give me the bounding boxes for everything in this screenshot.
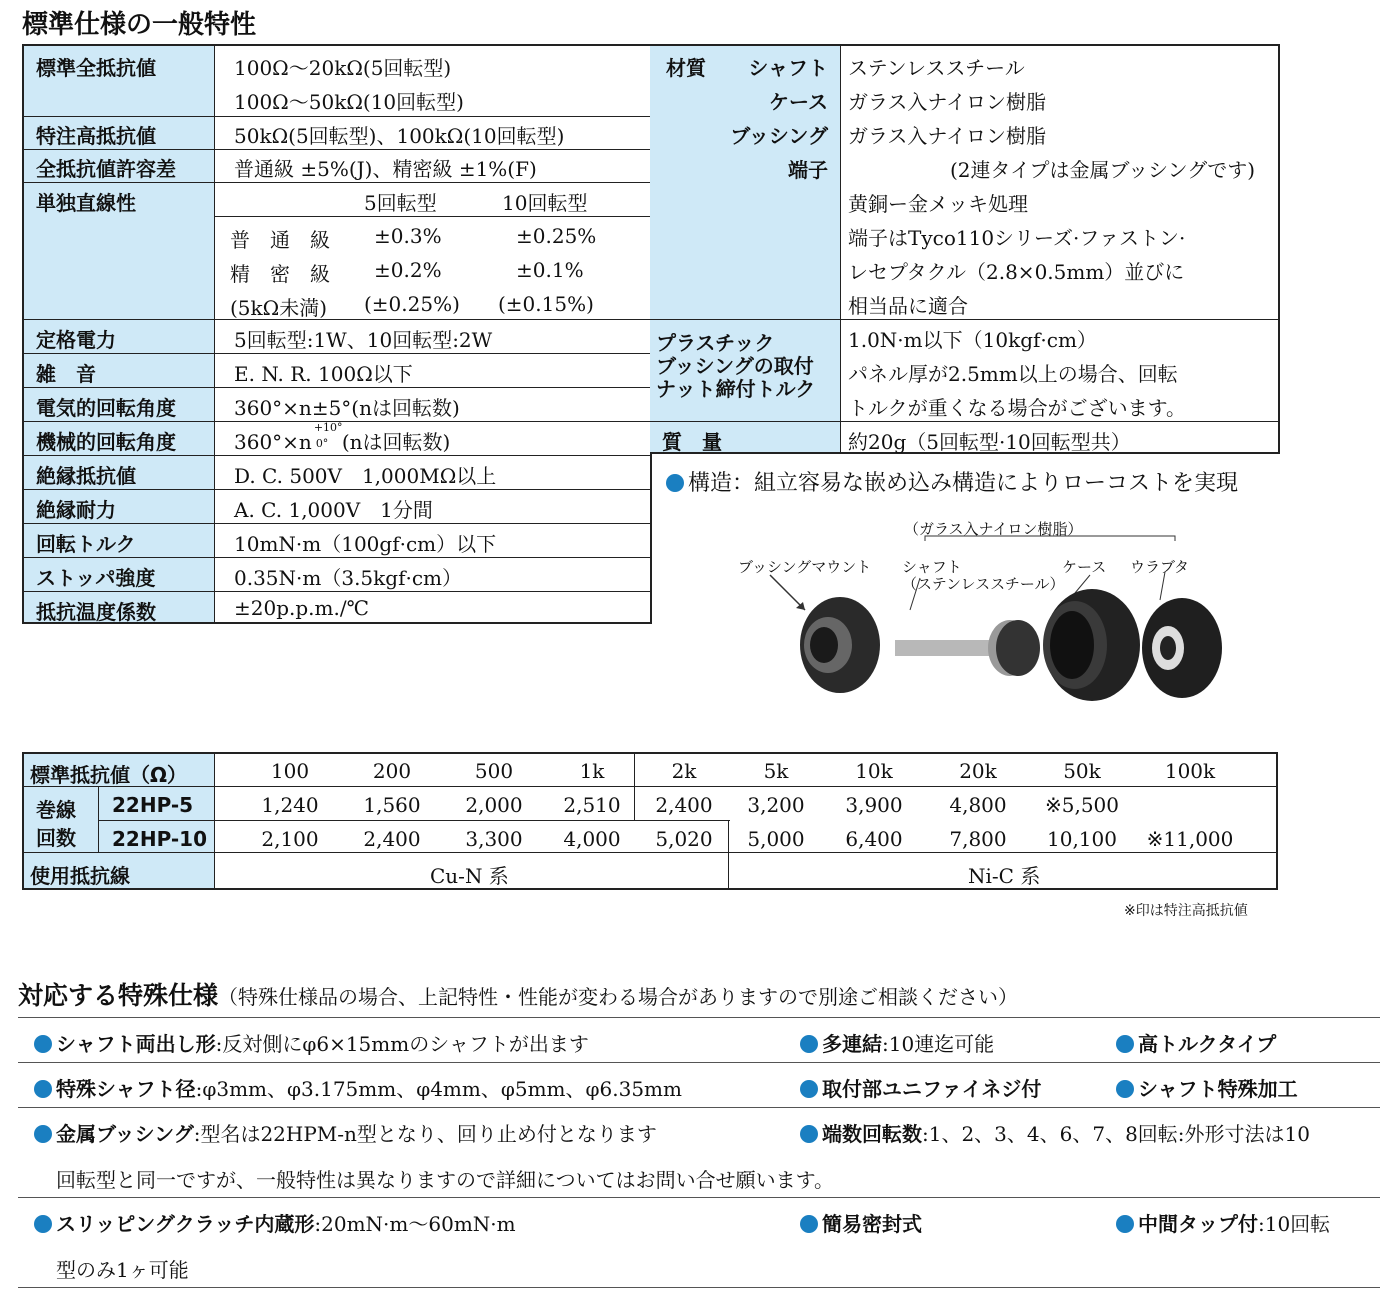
resistance-value-cell: 1k [579,759,605,783]
structure-diagram [700,500,1280,720]
terminal-line: 相当品に適合 [848,294,968,318]
part-label: ケース [1062,558,1107,576]
turns-cell: ※5,500 [1044,793,1119,817]
material-value: ガラス入ナイロン樹脂 [848,124,1046,148]
special-item: シャフト特殊加工 [1116,1073,1298,1102]
material-label: 材質 [666,56,706,80]
spec-label: ストッパ強度 [36,566,156,590]
turns-cell: 1,560 [363,793,421,817]
linearity-header: 10回転型 [502,191,588,215]
spec-label: 電気的回転角度 [36,396,176,420]
resistance-value-cell: 50k [1063,759,1101,783]
spec-value: 普通級 ±5%(J)、精密級 ±1%(F) [234,157,537,181]
turns-cell: 2,100 [261,827,319,851]
spec-label: 絶縁耐力 [36,498,116,522]
wire-left: Cu-N 系 [430,864,509,888]
material-part: ケース [769,90,828,114]
turns-cell: 2,000 [465,793,523,817]
linearity-cell: (5kΩ未満) [230,296,328,320]
special-item: 特殊シャフト径:φ3mm、φ3.175mm、φ4mm、φ5mm、φ6.35mm [34,1073,682,1102]
winding-group-label: 巻線 回数 [36,798,76,850]
linearity-cell: (±0.25%) [364,292,460,316]
spec-label: 定格電力 [36,328,116,352]
linearity-cell: (±0.15%) [498,292,594,316]
part-label: ウラブタ [1130,558,1189,576]
linearity-cell: 精 密 級 [230,262,330,286]
spec-label: 雑 音 [36,362,96,386]
linearity-cell: ±0.2% [374,258,442,282]
linearity-cell: ±0.1% [516,258,584,282]
turns-cell: ※11,000 [1146,827,1234,851]
resistance-value-cell: 5k [763,759,789,783]
special-item: 簡易密封式 [800,1208,922,1237]
right-spec-table [650,44,1280,454]
bullet-icon [34,1035,52,1053]
terminal-line: 端子はTyco110シリーズ·ファストン· [848,226,1186,250]
back-cover-part [1142,598,1222,698]
special-item: 多連結:10連迄可能 [800,1028,994,1057]
part-label: ブッシングマウント [738,558,872,576]
spec-value: E. N. R. 100Ω以下 [234,362,413,386]
spec-value: 100Ω〜50kΩ(10回転型) [234,90,464,114]
resistance-value-cell: 10k [855,759,893,783]
turns-cell: 3,900 [845,793,903,817]
spec-label: 単独直線性 [36,191,136,215]
turns-cell: 6,400 [845,827,903,851]
spec-label: 機械的回転角度 [36,430,176,454]
torque-line: トルクが重くなる場合がございます。 [848,396,1186,420]
special-item: スリッピングクラッチ内蔵形:20mN·m〜60mN·m [34,1208,516,1237]
spec-value: 100Ω〜20kΩ(5回転型) [234,56,452,80]
resistance-value-cell: 2k [671,759,697,783]
special-item: 端数回転数:1、2、3、4、6、7、8回転:外形寸法は10 [800,1118,1310,1147]
bullet-icon [800,1215,818,1233]
terminal-line: レセプタクル（2.8×0.5mm）並びに [848,260,1185,284]
bushing-mount-part [800,597,880,693]
bullet-icon [34,1215,52,1233]
resistance-value-cell: 100k [1164,759,1216,783]
linearity-cell: 普 通 級 [230,228,330,252]
spec-value: 50kΩ(5回転型)、100kΩ(10回転型) [234,124,565,148]
turns-cell: 7,800 [949,827,1007,851]
page-title: 標準仕様の一般特性 [22,10,257,40]
bullet-icon [800,1125,818,1143]
material-value: ステンレススチール [848,56,1025,80]
linearity-cell: ±0.3% [374,224,442,248]
winding-table [22,752,1278,890]
turns-cell: 1,240 [261,793,319,817]
torque-line: 1.0N·m以下（10kgf·cm） [848,328,1097,352]
spec-label: 全抵抗値許容差 [36,157,176,181]
material-part: ブッシング [730,124,828,148]
shaft-part [895,620,1040,676]
turns-cell: 3,200 [747,793,805,817]
bullet-icon [1116,1035,1134,1053]
special-item: 金属ブッシング:型名は22HPM-n型となり、回り止め付となります [34,1118,657,1147]
turns-cell: 5,020 [655,827,713,851]
bullet-icon [34,1125,52,1143]
bullet-icon [800,1080,818,1098]
linearity-header: 5回転型 [364,191,437,215]
spec-value: ±20p.p.m./℃ [234,596,369,620]
footnote: ※印は特注高抵抗値 [1124,903,1248,919]
special-continuation: 型のみ1ヶ可能 [56,1258,189,1282]
torque-label: プラスチック ブッシングの取付 ナット締付トルク [656,331,816,401]
turns-cell: 4,800 [949,793,1007,817]
bullet-icon [1116,1215,1134,1233]
linearity-cell: ±0.25% [516,224,597,248]
resistance-value-cell: 20k [959,759,997,783]
row-label-22hp5: 22HP-5 [112,793,194,817]
special-item: 中間タップ付:10回転 [1116,1208,1330,1237]
spec-value: 360°×n +10° 0° (nは回転数) [234,421,451,454]
spec-label: 回転トルク [36,532,136,556]
torque-line: パネル厚が2.5mm以上の場合、回転 [848,362,1178,386]
spec-label: 特注高抵抗値 [36,124,156,148]
special-item: 高トルクタイプ [1116,1028,1276,1057]
spec-value: 360°×n±5°(nは回転数) [234,396,460,420]
turns-cell: 2,400 [655,793,713,817]
row-label-22hp10: 22HP-10 [112,827,208,851]
part-label: （ステンレススチール） [902,575,1065,593]
mass-value: 約20g（5回転型·10回転型共） [848,430,1131,454]
left-spec-table [22,44,652,624]
turns-cell: 2,400 [363,827,421,851]
resistance-value-cell: 100 [270,759,310,783]
bullet-icon [666,474,684,492]
terminal-line: 黄銅ー金メッキ処理 [848,192,1028,216]
resistance-value-cell: 200 [372,759,412,783]
special-item: シャフト両出し形:反対側にφ6×15mmのシャフトが出ます [34,1028,589,1057]
material-part: シャフト [748,56,828,80]
bullet-icon [1116,1080,1134,1098]
spec-value: D. C. 500V 1,000MΩ以上 [234,464,497,488]
case-part [1043,589,1140,701]
spec-value: 5回転型:1W、10回転型:2W [234,328,493,352]
bullet-icon [800,1035,818,1053]
bullet-icon [34,1080,52,1098]
mass-label: 質 量 [662,430,722,454]
turns-cell: 4,000 [563,827,621,851]
turns-cell: 10,100 [1047,827,1117,851]
structure-caption: 構造：組立容易な嵌め込み構造によりローコストを実現 [666,466,1238,497]
spec-value: A. C. 1,000V 1分間 [234,498,433,522]
glass-label: （ガラス入ナイロン樹脂） [904,520,1083,538]
spec-label: 抵抗温度係数 [36,600,156,624]
special-continuation: 回転型と同一ですが、一般特性は異なりますので詳細についてはお問い合せ願います。 [56,1168,834,1192]
spec-label: 絶縁抵抗値 [36,464,136,488]
special-heading: 対応する特殊仕様（特殊仕様品の場合、上記特性・性能が変わる場合がありますので別途ご相談ください） [18,981,1019,1010]
special-item: 取付部ユニファイネジ付 [800,1073,1041,1102]
wire-label: 使用抵抗線 [30,864,130,888]
wire-right: Ni-C 系 [968,864,1041,888]
winding-header-label: 標準抵抗値（Ω） [30,763,188,787]
turns-cell: 5,000 [747,827,805,851]
spec-value: 0.35N·m（3.5kgf·cm） [234,566,463,590]
material-part: 端子 [788,158,828,182]
material-value: (2連タイプは金属ブッシングです) [950,158,1256,182]
turns-cell: 2,510 [563,793,621,817]
turns-cell: 3,300 [465,827,523,851]
material-value: ガラス入ナイロン樹脂 [848,90,1046,114]
part-label: シャフト [902,558,962,576]
spec-label: 標準全抵抗値 [36,56,156,80]
resistance-value-cell: 500 [474,759,514,783]
spec-value: 10mN·m（100gf·cm）以下 [234,532,497,556]
